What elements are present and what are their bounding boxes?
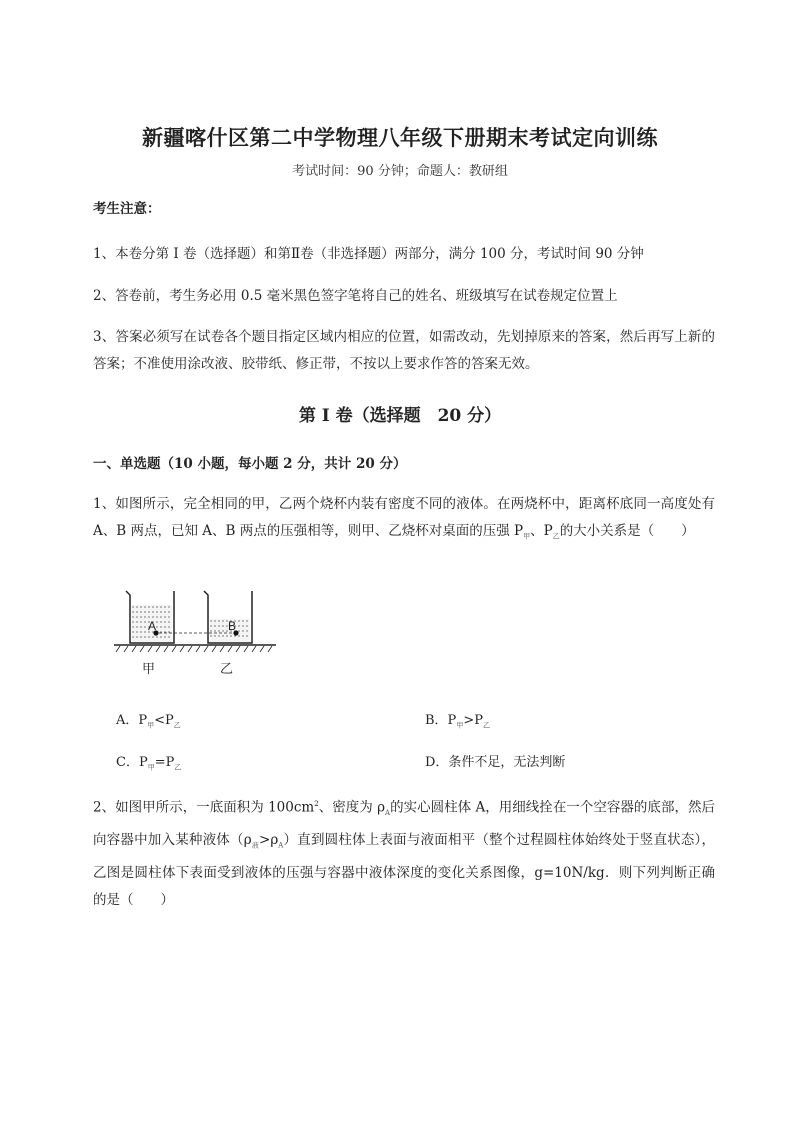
caption-jia: 甲 (142, 662, 156, 677)
q1-option-d[interactable]: D．条件不足，无法判断 (425, 755, 566, 770)
q1-text-a: 1、如图所示，完全相同的甲，乙两个烧杯内装有密度不同的液体。在两烧杯中，距离杯底同一高度处有 A、B 两点，已知 A、B 两点的压强相等，则甲、乙烧杯对桌面的压强 P (93, 496, 715, 539)
point-a-label: A (148, 619, 157, 633)
question-2: 2、如图甲所示，一底面积为 $100cm^2$、密度为 $\rho_A$的实心圆柱体 A，用细线拴在一个空容器的底部，然后向容器中加入某种液体$(\rho_液>\rho_A)$直到圆柱体上表面与液面相平（整个过程圆柱体始终处于竖直状态），乙图是圆柱体下表面受到液体的压强与容器中液体深度的变化关系图像，g=10N/kg．则下列判断正确的是（ ） (93, 799, 716, 908)
question-1 (93, 491, 715, 551)
notice-item-1: 1、本卷分第 I 卷（选择题）和第Ⅱ卷（非选择题）两部分，满分 100 分，考试时间 90 分钟 (93, 246, 644, 262)
q1-sub-yi: 乙 (552, 532, 560, 541)
point-b-label: B (228, 619, 237, 633)
notice-item-3: 3、答案必须写在试卷各个题目指定区域内相应的位置，如需改动，先划掉原来的答案，然后再写上新的答案；不准使用涂改液、胶带纸、修正带，不按以上要求作答的答案无效。 (93, 329, 715, 372)
beaker-diagram (112, 585, 282, 685)
page-title: 新疆喀什区第二中学物理八年级下册期末考试定向训练 (142, 125, 658, 150)
table-hatch (116, 646, 272, 652)
beaker-jia (126, 591, 174, 643)
q1-option-c[interactable]: C．$P_甲=P_乙$ (116, 755, 182, 772)
q1-text-c: 的大小关系是（ ） (559, 523, 695, 539)
beaker-yi (204, 591, 252, 643)
caption-yi: 乙 (220, 662, 234, 677)
notice-heading: 考生注意： (93, 201, 161, 217)
exam-info: 考试时间：90 分钟；命题人：教研组 (292, 164, 508, 179)
q1-text-b: 、P (530, 523, 553, 539)
q1-option-b[interactable]: B．$P_甲>P_乙$ (425, 713, 490, 730)
beaker-figure (112, 585, 282, 685)
part-heading: 一、单选题（10 小题，每小题 2 分，共计 20 分） (93, 456, 407, 472)
notice-item-2: 2、答卷前，考生务必用 0.5 毫米黑色签字笔将自己的姓名、班级填写在试卷规定位置上 (93, 288, 618, 304)
q1-option-a[interactable]: A．$P_甲<P_乙$ (116, 713, 181, 730)
section-title: 第 I 卷（选择题 20 分） (298, 406, 502, 426)
q1-sub-jia: 甲 (523, 532, 531, 541)
